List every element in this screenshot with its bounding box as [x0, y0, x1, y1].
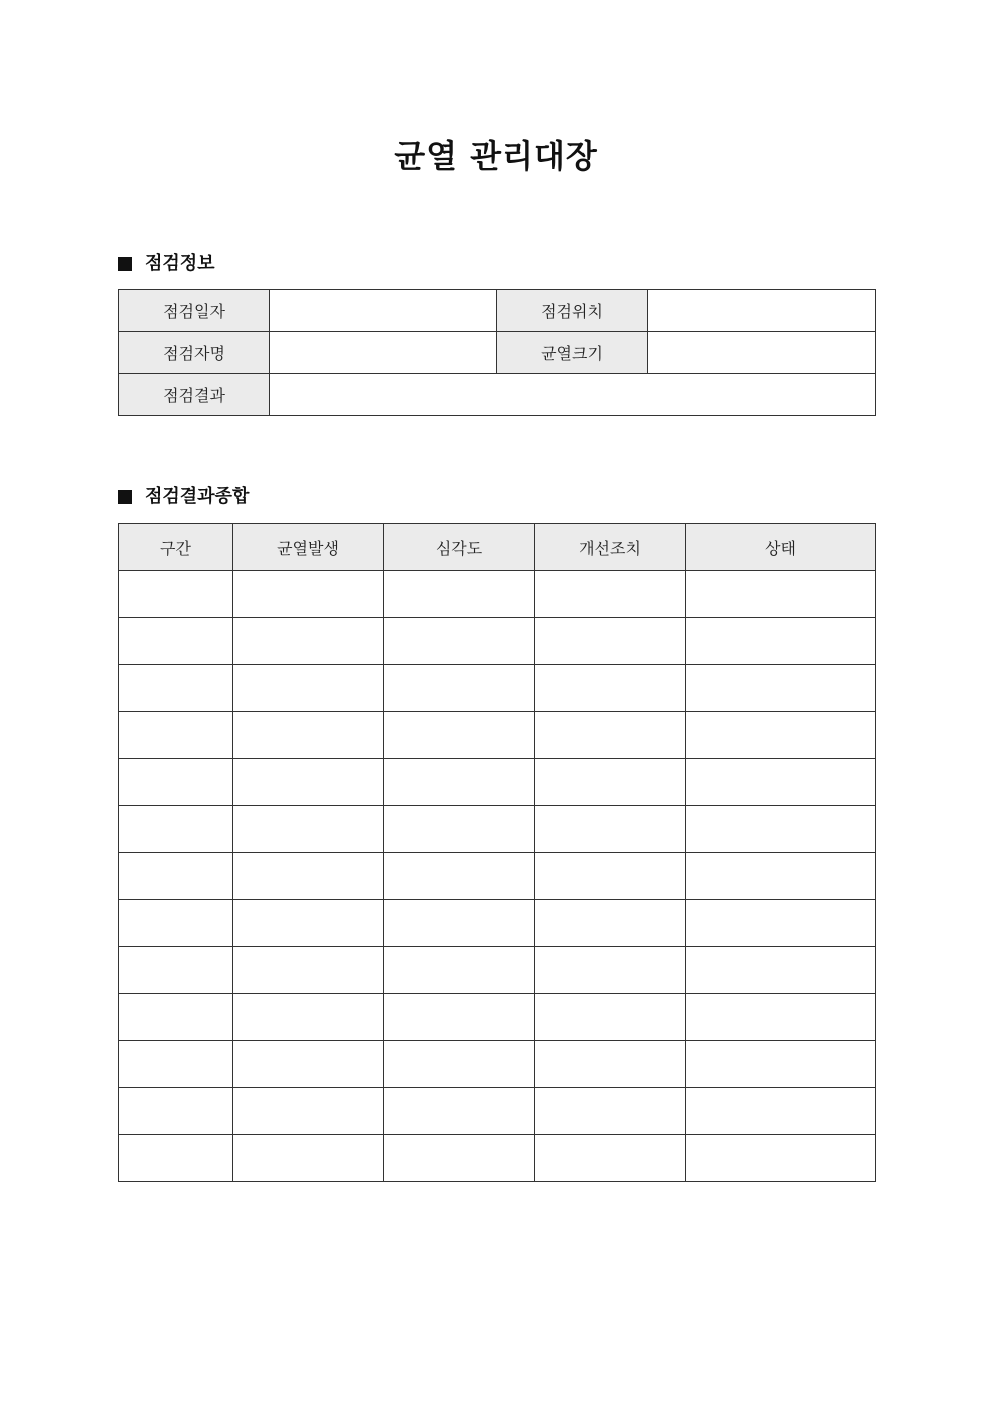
table-row — [119, 712, 876, 759]
section-cell[interactable] — [119, 900, 233, 947]
column-header-status: 상태 — [686, 524, 876, 571]
table-row — [119, 618, 876, 665]
corrective-action-cell[interactable] — [535, 1088, 686, 1135]
table-row — [119, 806, 876, 853]
corrective-action-cell[interactable] — [535, 1041, 686, 1088]
inspection-location-field[interactable] — [648, 290, 876, 332]
section-cell[interactable] — [119, 947, 233, 994]
section-cell[interactable] — [119, 1041, 233, 1088]
table-row — [119, 1041, 876, 1088]
severity-cell[interactable] — [384, 853, 535, 900]
section-cell[interactable] — [119, 853, 233, 900]
crack-occurrence-cell[interactable] — [233, 1135, 384, 1182]
section-cell[interactable] — [119, 1088, 233, 1135]
section-cell[interactable] — [119, 712, 233, 759]
status-cell[interactable] — [686, 571, 876, 618]
crack-occurrence-cell[interactable] — [233, 900, 384, 947]
severity-cell[interactable] — [384, 618, 535, 665]
section-cell[interactable] — [119, 1135, 233, 1182]
table-row — [119, 947, 876, 994]
table-row — [119, 1088, 876, 1135]
status-cell[interactable] — [686, 900, 876, 947]
column-header-crack-occurrence: 균열발생 — [233, 524, 384, 571]
table-row — [119, 374, 876, 416]
inspection-location-label: 점검위치 — [497, 290, 648, 332]
table-row — [119, 759, 876, 806]
crack-occurrence-cell[interactable] — [233, 712, 384, 759]
inspection-result-field[interactable] — [270, 374, 876, 416]
corrective-action-cell[interactable] — [535, 900, 686, 947]
square-bullet-icon — [118, 490, 132, 504]
inspection-date-label: 점검일자 — [119, 290, 270, 332]
table-row — [119, 994, 876, 1041]
table-row — [119, 571, 876, 618]
section-cell[interactable] — [119, 994, 233, 1041]
status-cell[interactable] — [686, 1135, 876, 1182]
table-row — [119, 900, 876, 947]
column-header-section: 구간 — [119, 524, 233, 571]
table-row — [119, 853, 876, 900]
severity-cell[interactable] — [384, 1088, 535, 1135]
crack-occurrence-cell[interactable] — [233, 853, 384, 900]
result-table-body — [119, 571, 876, 1182]
table-header-row — [119, 524, 876, 571]
corrective-action-cell[interactable] — [535, 806, 686, 853]
crack-occurrence-cell[interactable] — [233, 618, 384, 665]
status-cell[interactable] — [686, 853, 876, 900]
corrective-action-cell[interactable] — [535, 1135, 686, 1182]
result-summary-table — [118, 523, 876, 1182]
corrective-action-cell[interactable] — [535, 665, 686, 712]
corrective-action-cell[interactable] — [535, 712, 686, 759]
status-cell[interactable] — [686, 759, 876, 806]
crack-size-label: 균열크기 — [497, 332, 648, 374]
severity-cell[interactable] — [384, 1041, 535, 1088]
corrective-action-cell[interactable] — [535, 994, 686, 1041]
status-cell[interactable] — [686, 618, 876, 665]
section-cell[interactable] — [119, 618, 233, 665]
corrective-action-cell[interactable] — [535, 853, 686, 900]
square-bullet-icon — [118, 257, 132, 271]
section-heading-label: 점검정보 — [145, 253, 215, 274]
severity-cell[interactable] — [384, 994, 535, 1041]
severity-cell[interactable] — [384, 806, 535, 853]
crack-occurrence-cell[interactable] — [233, 1041, 384, 1088]
severity-cell[interactable] — [384, 759, 535, 806]
section-heading-inspection-info — [118, 251, 215, 277]
table-row — [119, 1135, 876, 1182]
corrective-action-cell[interactable] — [535, 947, 686, 994]
section-cell[interactable] — [119, 665, 233, 712]
severity-cell[interactable] — [384, 665, 535, 712]
inspection-info-table — [118, 289, 876, 416]
inspection-result-label: 점검결과 — [119, 374, 270, 416]
crack-occurrence-cell[interactable] — [233, 1088, 384, 1135]
status-cell[interactable] — [686, 994, 876, 1041]
crack-occurrence-cell[interactable] — [233, 806, 384, 853]
section-cell[interactable] — [119, 806, 233, 853]
crack-occurrence-cell[interactable] — [233, 994, 384, 1041]
status-cell[interactable] — [686, 1041, 876, 1088]
status-cell[interactable] — [686, 1088, 876, 1135]
severity-cell[interactable] — [384, 571, 535, 618]
section-cell[interactable] — [119, 759, 233, 806]
status-cell[interactable] — [686, 712, 876, 759]
corrective-action-cell[interactable] — [535, 618, 686, 665]
corrective-action-cell[interactable] — [535, 759, 686, 806]
section-cell[interactable] — [119, 571, 233, 618]
column-header-severity: 심각도 — [384, 524, 535, 571]
inspector-name-label: 점검자명 — [119, 332, 270, 374]
severity-cell[interactable] — [384, 947, 535, 994]
status-cell[interactable] — [686, 665, 876, 712]
corrective-action-cell[interactable] — [535, 571, 686, 618]
status-cell[interactable] — [686, 947, 876, 994]
table-row — [119, 332, 876, 374]
crack-occurrence-cell[interactable] — [233, 947, 384, 994]
status-cell[interactable] — [686, 806, 876, 853]
table-row — [119, 665, 876, 712]
page-title: 균열 관리대장 — [394, 137, 598, 175]
section-heading-result-summary — [118, 484, 249, 510]
crack-size-field[interactable] — [648, 332, 876, 374]
inspector-name-field[interactable] — [270, 332, 497, 374]
severity-cell[interactable] — [384, 900, 535, 947]
crack-occurrence-cell[interactable] — [233, 759, 384, 806]
inspection-date-field[interactable] — [270, 290, 497, 332]
severity-cell[interactable] — [384, 712, 535, 759]
crack-occurrence-cell[interactable] — [233, 665, 384, 712]
severity-cell[interactable] — [384, 1135, 535, 1182]
table-row — [119, 290, 876, 332]
section-heading-label: 점검결과종합 — [145, 486, 250, 507]
crack-occurrence-cell[interactable] — [233, 571, 384, 618]
column-header-corrective-action: 개선조치 — [535, 524, 686, 571]
